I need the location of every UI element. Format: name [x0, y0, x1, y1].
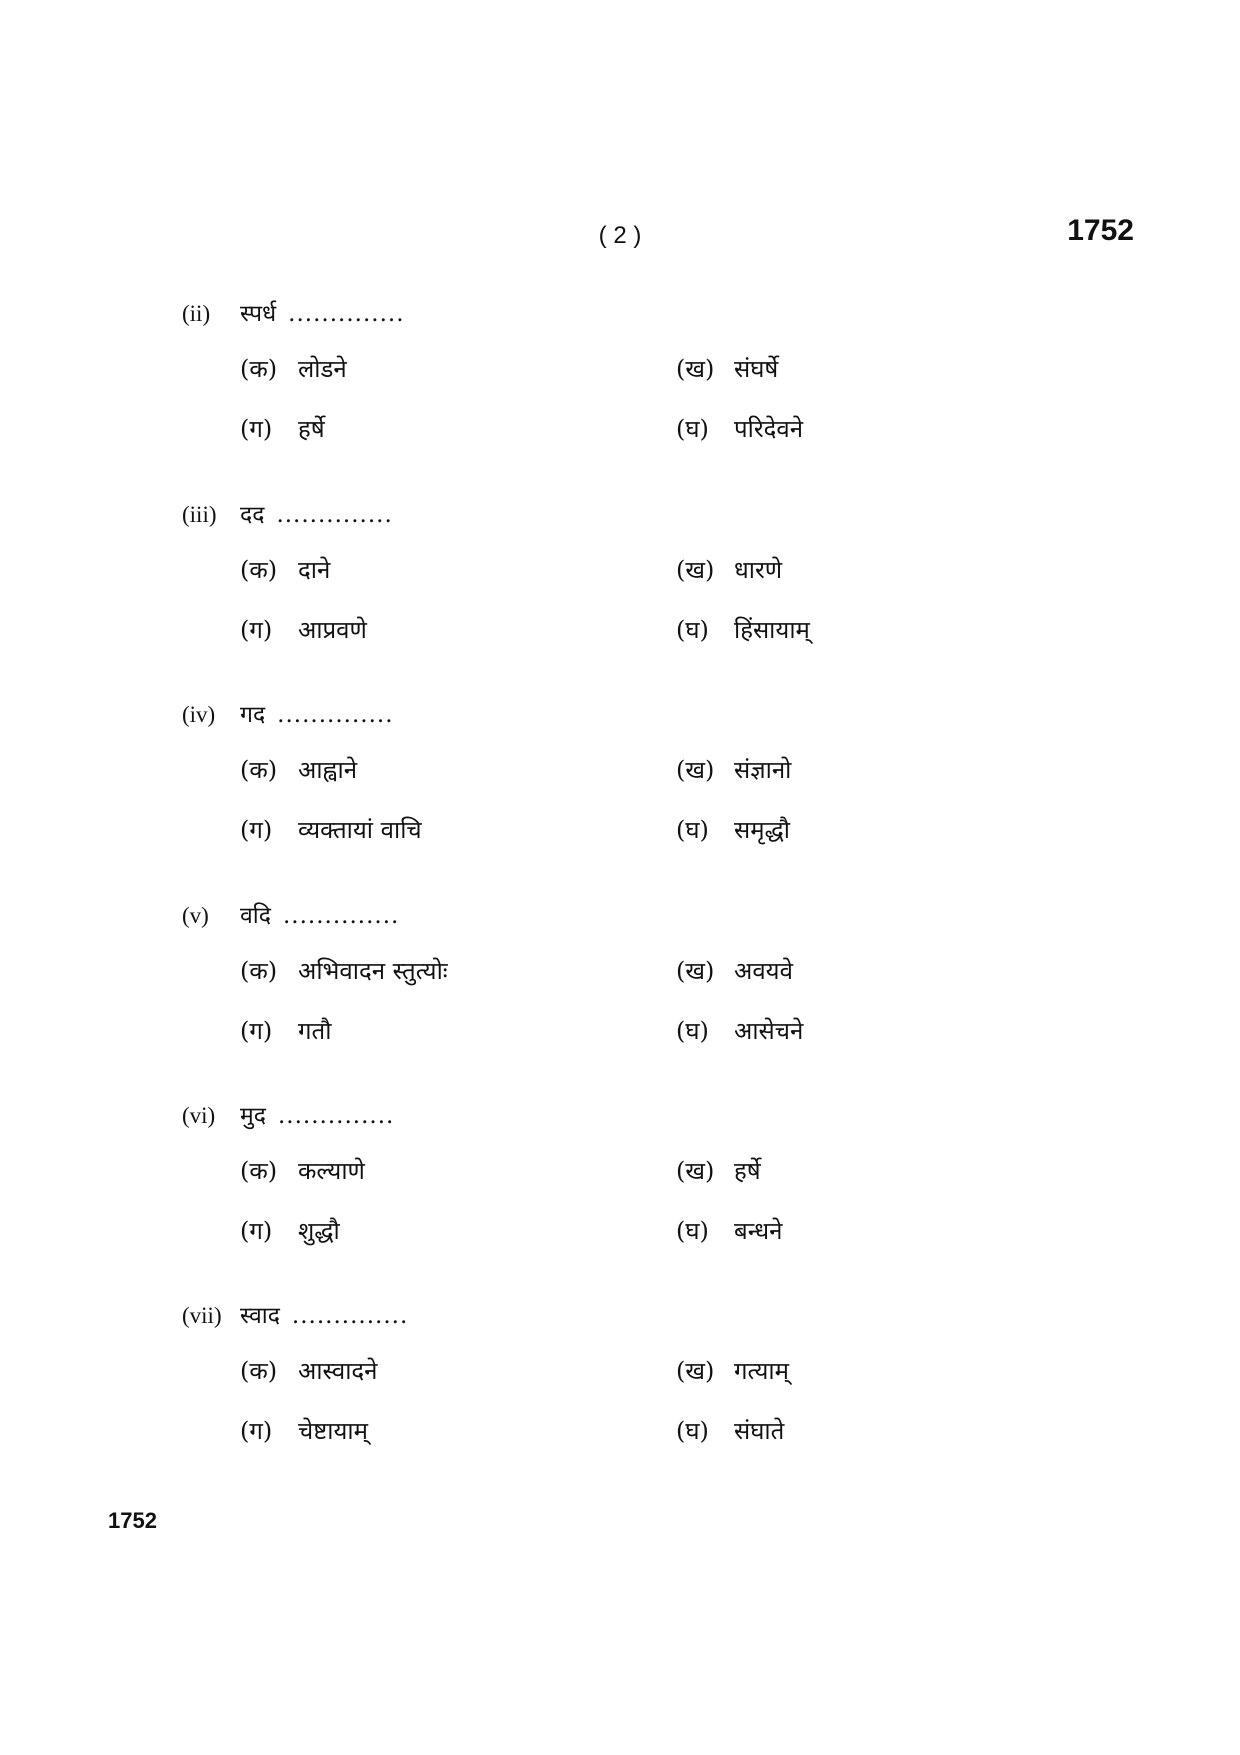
- option-label: (ख): [676, 957, 715, 985]
- question-number: (iii): [182, 502, 217, 527]
- dhatu-root: दद: [240, 502, 265, 528]
- option-gha: [676, 412, 803, 445]
- option-text: परिदेवने: [734, 415, 804, 443]
- option-text: हिंसायाम्: [734, 616, 810, 644]
- option-ga: [240, 1414, 368, 1447]
- option-label: (घ): [676, 816, 709, 844]
- question-heading: [182, 1098, 394, 1130]
- option-label: (ख): [676, 756, 715, 784]
- question-number: (vi): [182, 1103, 216, 1128]
- option-label: (ग): [240, 415, 273, 443]
- option-label: (घ): [676, 616, 709, 644]
- option-text: गतौ: [298, 1017, 332, 1045]
- paper-code-top: 1752: [1067, 214, 1134, 247]
- option-text: अभिवादन स्तुत्योः: [298, 957, 448, 985]
- question-iv: [182, 697, 1182, 877]
- answer-blank: ..............: [291, 1303, 409, 1329]
- option-ka: [240, 753, 357, 786]
- option-gha: [676, 1414, 784, 1447]
- option-text: व्यक्तायां वाचि: [298, 816, 422, 844]
- option-label: (घ): [676, 1417, 709, 1445]
- option-kha: [676, 753, 791, 786]
- dhatu-root: गद: [240, 702, 266, 728]
- option-label: (क): [240, 556, 278, 584]
- question-heading: [182, 1298, 408, 1330]
- option-ga: [240, 412, 325, 445]
- option-text: संघर्षे: [734, 355, 779, 383]
- question-number: (iv): [182, 702, 216, 727]
- option-text: संघाते: [734, 1417, 785, 1445]
- option-label: (ग): [240, 1217, 273, 1245]
- option-gha: [676, 1014, 803, 1047]
- option-label: (घ): [676, 415, 709, 443]
- option-text: आसेचने: [734, 1017, 804, 1045]
- option-label: (ग): [240, 1417, 273, 1445]
- option-text: शुद्धौ: [298, 1217, 340, 1245]
- question-vi: [182, 1098, 1182, 1278]
- answer-blank: ..............: [282, 903, 400, 929]
- answer-blank: ..............: [277, 1103, 395, 1129]
- question-heading: [182, 497, 393, 529]
- option-text: आप्रवणे: [298, 616, 367, 644]
- option-label: (ग): [240, 816, 273, 844]
- question-vii: [182, 1298, 1182, 1478]
- option-kha: [676, 553, 782, 586]
- question-number: (vii): [182, 1303, 222, 1328]
- question-heading: [182, 697, 394, 729]
- answer-blank: ..............: [276, 502, 393, 528]
- option-label: (ख): [676, 556, 715, 584]
- option-label: (ख): [676, 355, 715, 383]
- dhatu-root: मुद: [240, 1103, 266, 1129]
- option-text: चेष्टायाम्: [298, 1417, 368, 1445]
- option-label: (क): [240, 355, 278, 383]
- option-text: हर्षे: [734, 1157, 761, 1185]
- option-label: (क): [240, 1157, 278, 1185]
- option-ka: [240, 352, 347, 385]
- option-text: लोडने: [298, 355, 347, 383]
- question-heading: [182, 898, 399, 930]
- option-gha: [676, 813, 790, 846]
- option-kha: [676, 954, 793, 987]
- option-text: गत्याम्: [734, 1357, 789, 1385]
- question-heading: [182, 296, 405, 328]
- option-kha: [676, 1354, 789, 1387]
- option-ga: [240, 1014, 331, 1047]
- option-text: धारणे: [734, 556, 783, 584]
- option-ka: [240, 1354, 378, 1387]
- page-number: ( 2 ): [598, 222, 642, 249]
- question-number: (v): [182, 903, 209, 928]
- question-v: [182, 898, 1182, 1078]
- option-text: संज्ञानो: [734, 756, 792, 784]
- option-text: अवयवे: [734, 957, 793, 985]
- option-ga: [240, 813, 422, 846]
- option-ga: [240, 1214, 340, 1247]
- option-label: (घ): [676, 1017, 709, 1045]
- option-ka: [240, 954, 448, 987]
- option-text: समृद्धौ: [734, 816, 790, 844]
- dhatu-root: वदि: [240, 903, 271, 929]
- paper-code-bottom: 1752: [108, 1508, 157, 1533]
- option-label: (ग): [240, 1017, 273, 1045]
- option-ka: [240, 1154, 365, 1187]
- dhatu-root: स्वाद: [240, 1303, 280, 1329]
- option-label: (ग): [240, 616, 273, 644]
- option-text: दाने: [298, 556, 331, 584]
- question-number: (ii): [182, 301, 211, 326]
- question-iii: [182, 497, 1182, 677]
- option-label: (क): [240, 756, 278, 784]
- option-label: (क): [240, 1357, 278, 1385]
- option-label: (घ): [676, 1217, 709, 1245]
- option-gha: [676, 1214, 782, 1247]
- question-ii: [182, 296, 1182, 476]
- option-kha: [676, 1154, 761, 1187]
- answer-blank: ..............: [277, 702, 394, 728]
- dhatu-root: स्पर्ध: [240, 301, 277, 327]
- option-text: आह्वाने: [298, 756, 358, 784]
- option-gha: [676, 613, 810, 646]
- answer-blank: ..............: [288, 301, 405, 327]
- option-label: (ख): [676, 1357, 715, 1385]
- option-text: आस्वादने: [298, 1357, 378, 1385]
- option-kha: [676, 352, 778, 385]
- option-label: (ख): [676, 1157, 715, 1185]
- option-ga: [240, 613, 367, 646]
- option-label: (क): [240, 957, 278, 985]
- option-text: बन्धने: [734, 1217, 783, 1245]
- option-text: कल्याणे: [298, 1157, 365, 1185]
- option-text: हर्षे: [298, 415, 325, 443]
- option-ka: [240, 553, 330, 586]
